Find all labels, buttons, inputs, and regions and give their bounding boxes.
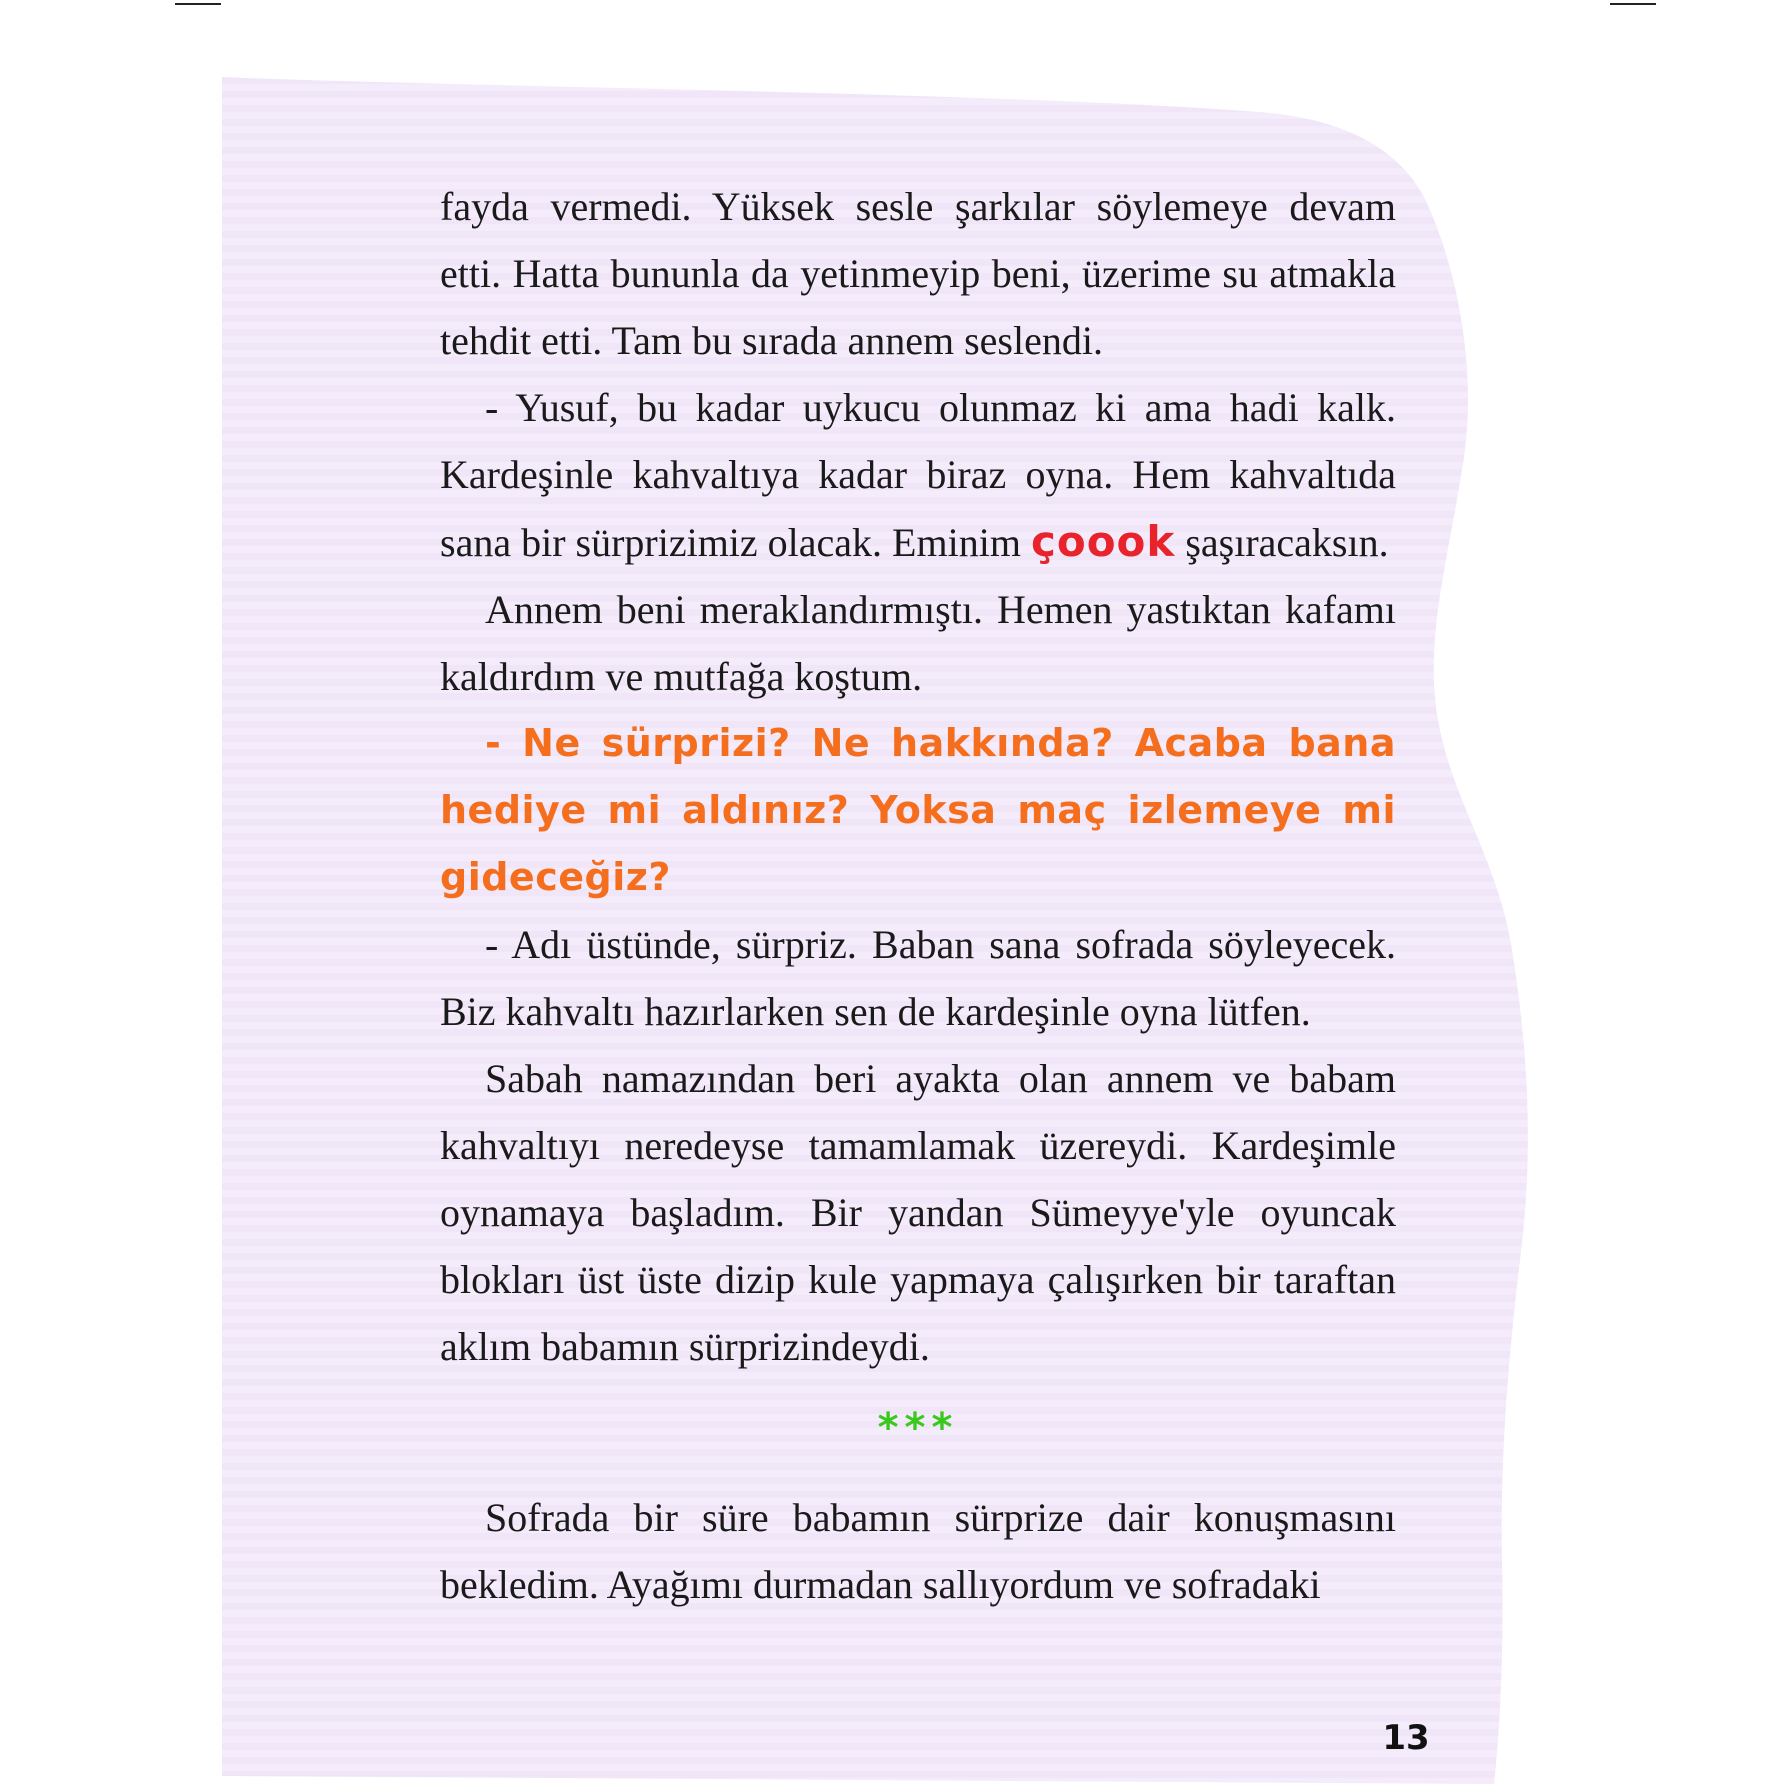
paragraph-1: fayda vermedi. Yüksek sesle şarkılar söylemeye devam etti. Hatta bununla da yetinmeyip beni, üzerime su atmakla tehdit etti. Tam bu sırada annem seslendi. <box>440 184 1396 363</box>
thought-paragraph: - Ne sürprizi? Ne hakkında? Acaba bana hediye mi aldınız? Yoksa maç izlemeye mi gideceğiz? <box>440 721 1396 899</box>
section-separator: *** <box>877 1405 959 1451</box>
paragraph-2 <box>440 374 1396 576</box>
paragraph-2-start: - Yusuf, bu kadar uykucu olunmaz ki ama hadi kalk. Kardeşinle kahvaltıya kadar biraz oyna. Hem kahvaltıda sana bir sürprizimiz olacak. Eminim <box>440 385 1396 565</box>
body-text <box>440 173 1396 1618</box>
paragraph-2-end: şaşıracaksın. <box>1175 520 1389 565</box>
paragraph-3: Annem beni meraklandırmıştı. Hemen yastıktan kafamı kaldırdım ve mutfağa koştum. <box>440 587 1396 699</box>
paragraph-6: Sabah namazından beri ayakta olan annem ve babam kahvaltıyı neredeyse tamamlamak üzereydi. Kardeşimle oynamaya başladım. Bir yandan Sümeyye'yle oyuncak blokları üst üste dizip kule yapmaya çalışırken bir taraftan aklım babamın sürprizindeydi. <box>440 1056 1396 1369</box>
paragraph-7: Sofrada bir süre babamın sürprize dair konuşmasını bekledim. Ayağımı durmadan sallıyordum ve sofradaki <box>440 1495 1396 1607</box>
emphasis-word: çoook <box>1030 517 1176 566</box>
page-number: 13 <box>1382 1718 1430 1758</box>
paragraph-5: - Adı üstünde, sürpriz. Baban sana sofrada söyleyecek. Biz kahvaltı hazırlarken sen de kardeşinle oyna lütfen. <box>440 922 1396 1034</box>
